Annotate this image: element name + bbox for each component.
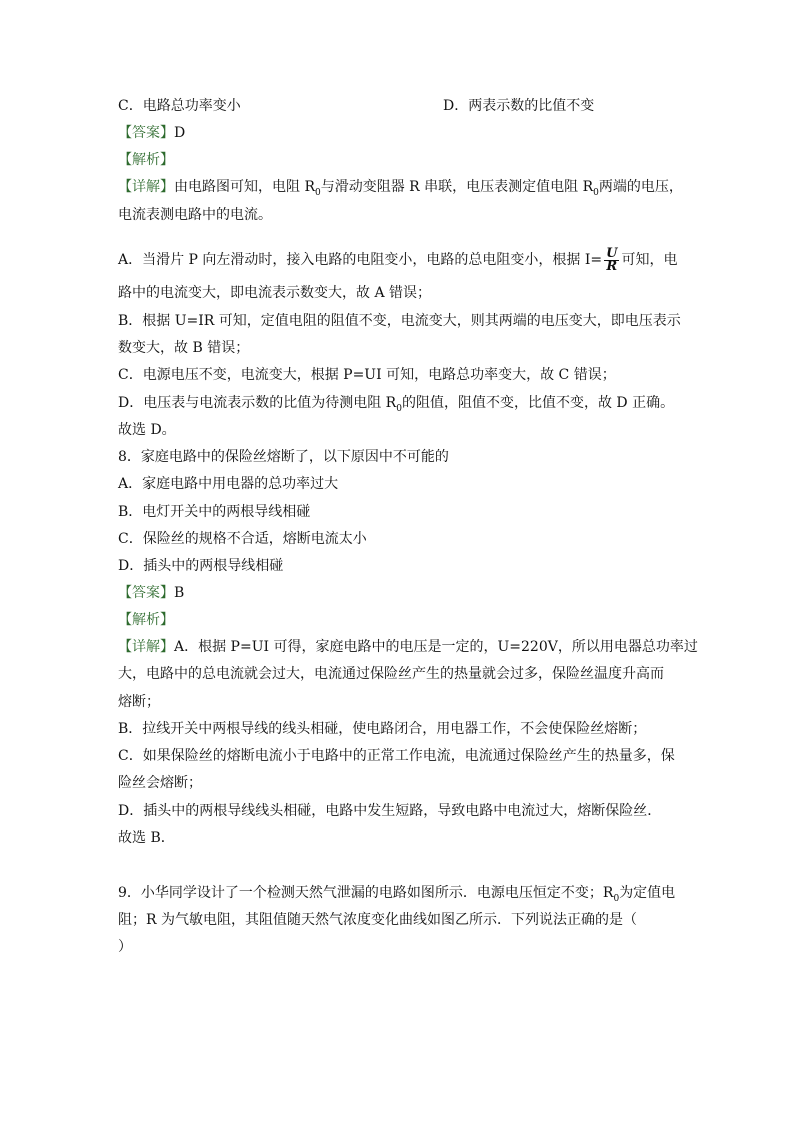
- q8-answer: [118, 583, 184, 603]
- q8-option-d: D．插头中的两根导线相碰: [118, 558, 284, 574]
- q7-d-line-1: [118, 393, 674, 419]
- q7-answer: [118, 123, 185, 143]
- subscript: 0: [396, 403, 402, 414]
- q9-line-3: ）: [118, 939, 132, 955]
- q8-analysis-tag: 【解析】: [118, 612, 174, 628]
- q9-text: 为定值电: [619, 885, 676, 901]
- subscript: 0: [613, 893, 620, 904]
- q7-detail-text: 由电路图可知，电阻 R: [174, 179, 315, 195]
- q9-text: 9．小华同学设计了一个检测天然气泄漏的电路如图所示．电源电压恒定不变；R: [118, 885, 614, 901]
- q8-c-line-2: 险丝会熔断；: [118, 775, 202, 791]
- subscript: 0: [593, 187, 599, 198]
- answer-tag: 【答案】: [118, 125, 174, 141]
- q7-detail-line-1: [118, 177, 683, 203]
- answer-value: D: [174, 125, 186, 141]
- q7-option-c: C．电路总功率变小: [118, 98, 241, 114]
- answer-tag: 【答案】: [118, 585, 174, 601]
- q8-a-line-1: [118, 637, 698, 657]
- q7-detail-text: 与滑动变阻器 R 串联，电压表测定值电阻 R: [320, 179, 594, 195]
- q7-a-text: A．当滑片 P 向左滑动时，接入电路的电阻变小，电路的总电阻变小，根据 I=: [118, 252, 603, 268]
- q8-question: 8．家庭电路中的保险丝熔断了，以下原因中不可能的: [118, 449, 449, 465]
- q8-option-a: A．家庭电路中用电器的总功率过大: [118, 476, 339, 492]
- fraction-denominator: R: [606, 258, 618, 274]
- q7-analysis-tag: 【解析】: [118, 152, 174, 168]
- q7-a-line-2: 路中的电流变大，即电流表示数变大，故 A 错误；: [118, 285, 432, 301]
- q7-a-text: 可知，电: [621, 252, 678, 268]
- q9-line-1: [118, 883, 675, 909]
- q7-b-line-2: 数变大，故 B 错误；: [118, 340, 250, 356]
- q8-a-line-3: 熔断；: [118, 694, 160, 710]
- q8-conclusion: 故选 B．: [118, 830, 175, 846]
- q8-b-line-1: B．拉线开关中两根导线的线头相碰，使电路闭合，用电器工作，不会使保险丝熔断；: [118, 721, 647, 737]
- q7-a-line-1: [118, 246, 677, 274]
- detail-tag: 【详解】: [118, 639, 174, 655]
- q7-detail-text: 两端的电压，: [598, 179, 683, 195]
- q8-c-line-1: C．如果保险丝的熔断电流小于电路中的正常工作电流，电流通过保险丝产生的热量多，保: [118, 748, 675, 764]
- q7-d-text: 的阻值，阻值不变，比值不变，故 D 正确。: [401, 395, 675, 411]
- subscript: 0: [315, 187, 321, 198]
- q7-conclusion: 故选 D。: [118, 422, 176, 438]
- fraction-numerator: U: [606, 245, 618, 261]
- detail-tag: 【详解】: [118, 179, 174, 195]
- q7-b-line-1: B．根据 U=IR 可知，定值电阻的阻值不变，电流变大，则其两端的电压变大，即电压表示: [118, 313, 681, 329]
- q7-option-d: D．两表示数的比值不变: [443, 98, 595, 114]
- q7-d-text: D．电压表与电流表示数的比值为待测电阻 R: [118, 395, 397, 411]
- q9-line-2: 阻；R 为气敏电阻，其阻值随天然气浓度变化曲线如图乙所示．下列说法正确的是（: [118, 912, 637, 928]
- fraction-u-over-r: [604, 245, 619, 274]
- q8-a-text: A．根据 P=UI 可得，家庭电路中的电压是一定的，U=220V，所以用电器总功率过: [174, 639, 698, 655]
- q8-option-b: B．电灯开关中的两根导线相碰: [118, 504, 311, 520]
- q8-a-line-2: 大，电路中的总电流就会过大，电流通过保险丝产生的热量就会过多，保险丝温度升高而: [118, 666, 664, 682]
- q7-detail-line-2: 电流表测电路中的电流。: [118, 207, 272, 223]
- answer-value: B: [174, 585, 185, 601]
- q8-d-line-1: D．插头中的两根导线线头相碰，电路中发生短路，导致电路中电流过大，熔断保险丝．: [118, 803, 662, 819]
- q7-c-line-1: C．电源电压不变，电流变大，根据 P=UI 可知，电路总功率变大，故 C 错误；: [118, 367, 616, 383]
- q8-option-c: C．保险丝的规格不合适，熔断电流太小: [118, 531, 367, 547]
